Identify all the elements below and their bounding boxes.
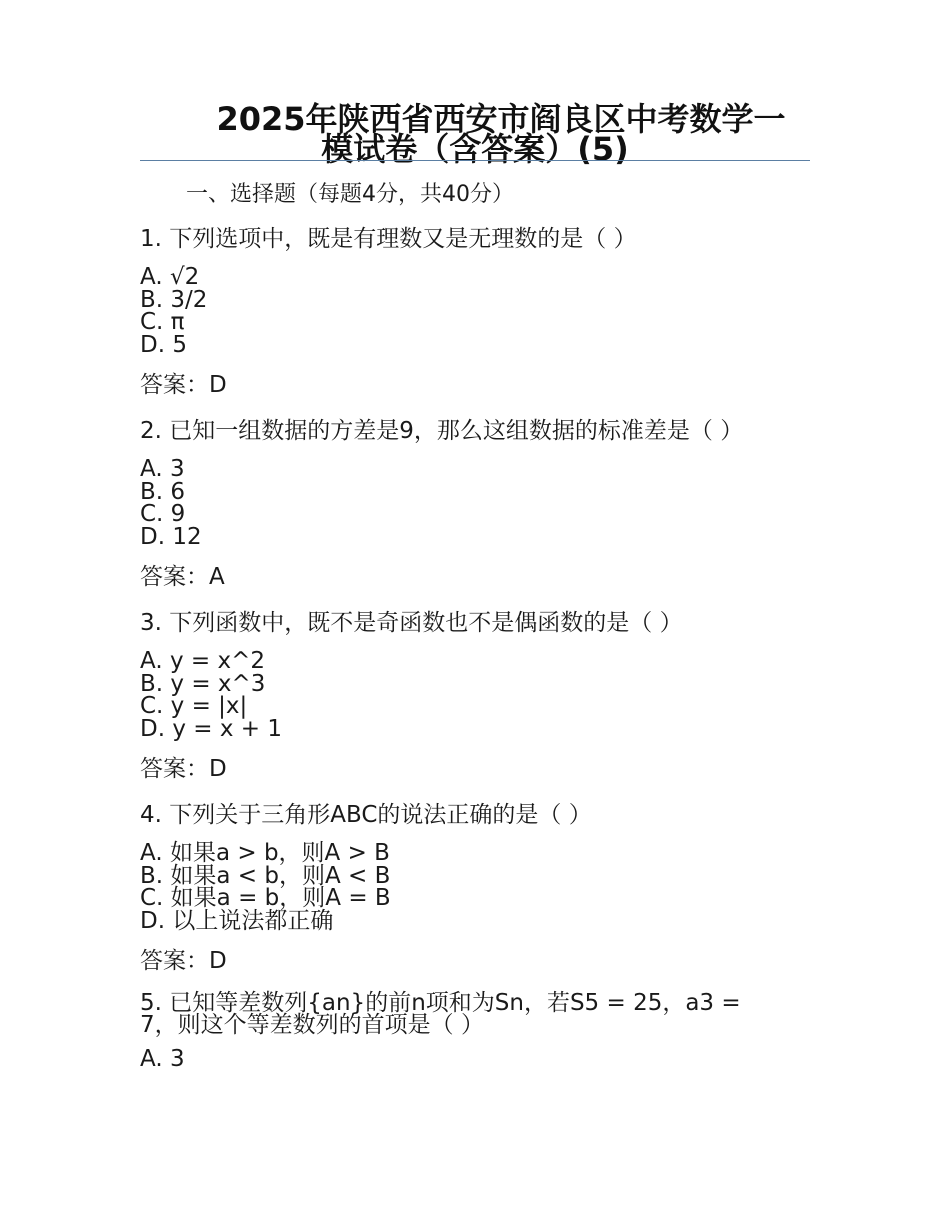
answer-text: 答案：D [140, 948, 227, 974]
question-text [140, 992, 810, 1036]
option-c: C. 如果a = b，则A = B [140, 885, 391, 911]
answer-text: 答案：A [140, 564, 225, 590]
option-list [140, 458, 810, 548]
question-2 [140, 416, 810, 592]
option-list [140, 650, 810, 740]
title-divider [140, 160, 810, 161]
question-text-line-1: 5. 已知等差数列{an}的前n项和为Sn，若S5 = 25，a3 = [140, 990, 741, 1016]
option-a: A. y = x^2 [140, 648, 265, 674]
question-list [140, 224, 810, 1085]
option-list [140, 842, 810, 932]
option-b: B. y = x^3 [140, 670, 266, 697]
question-4 [140, 800, 810, 976]
answer-text: 答案：D [140, 756, 227, 782]
option-c: C. y = |x| [140, 693, 248, 719]
option-list [140, 266, 810, 356]
question-text: 3. 下列函数中，既不是奇函数也不是偶函数的是（ ） [140, 610, 683, 636]
question-3 [140, 608, 810, 784]
option-list [140, 1048, 810, 1071]
question-text: 2. 已知一组数据的方差是9，那么这组数据的标准差是（ ） [140, 418, 744, 444]
option-c: C. π [140, 309, 185, 335]
option-b: B. 3/2 [140, 286, 208, 313]
option-b: B. 如果a < b，则A < B [140, 862, 391, 889]
option-d: D. y = x + 1 [140, 715, 282, 742]
title-line-2: 模试卷（含答案）(5) [321, 130, 629, 168]
option-a: A. 如果a > b，则A > B [140, 840, 390, 866]
document-title [140, 100, 810, 168]
option-d: D. 12 [140, 523, 202, 550]
option-d: D. 5 [140, 331, 187, 358]
question-text-line-2: 7，则这个等差数列的首项是（ ） [140, 1012, 484, 1038]
title-line-1: 2025年陕西省西安市阎良区中考数学一 [216, 100, 786, 138]
question-text: 1. 下列选项中，既是有理数又是无理数的是（ ） [140, 226, 637, 252]
option-d: D. 以上说法都正确 [140, 907, 334, 934]
section-heading: 一、选择题（每题4分，共40分） [186, 182, 514, 207]
option-a: A. 3 [140, 456, 185, 482]
option-c: C. 9 [140, 501, 186, 527]
option-a: A. √2 [140, 264, 200, 290]
question-5 [140, 992, 810, 1071]
option-a: A. 3 [140, 1046, 185, 1072]
answer-text: 答案：D [140, 372, 227, 398]
option-b: B. 6 [140, 478, 186, 505]
question-text: 4. 下列关于三角形ABC的说法正确的是（ ） [140, 802, 592, 828]
question-1 [140, 224, 810, 400]
